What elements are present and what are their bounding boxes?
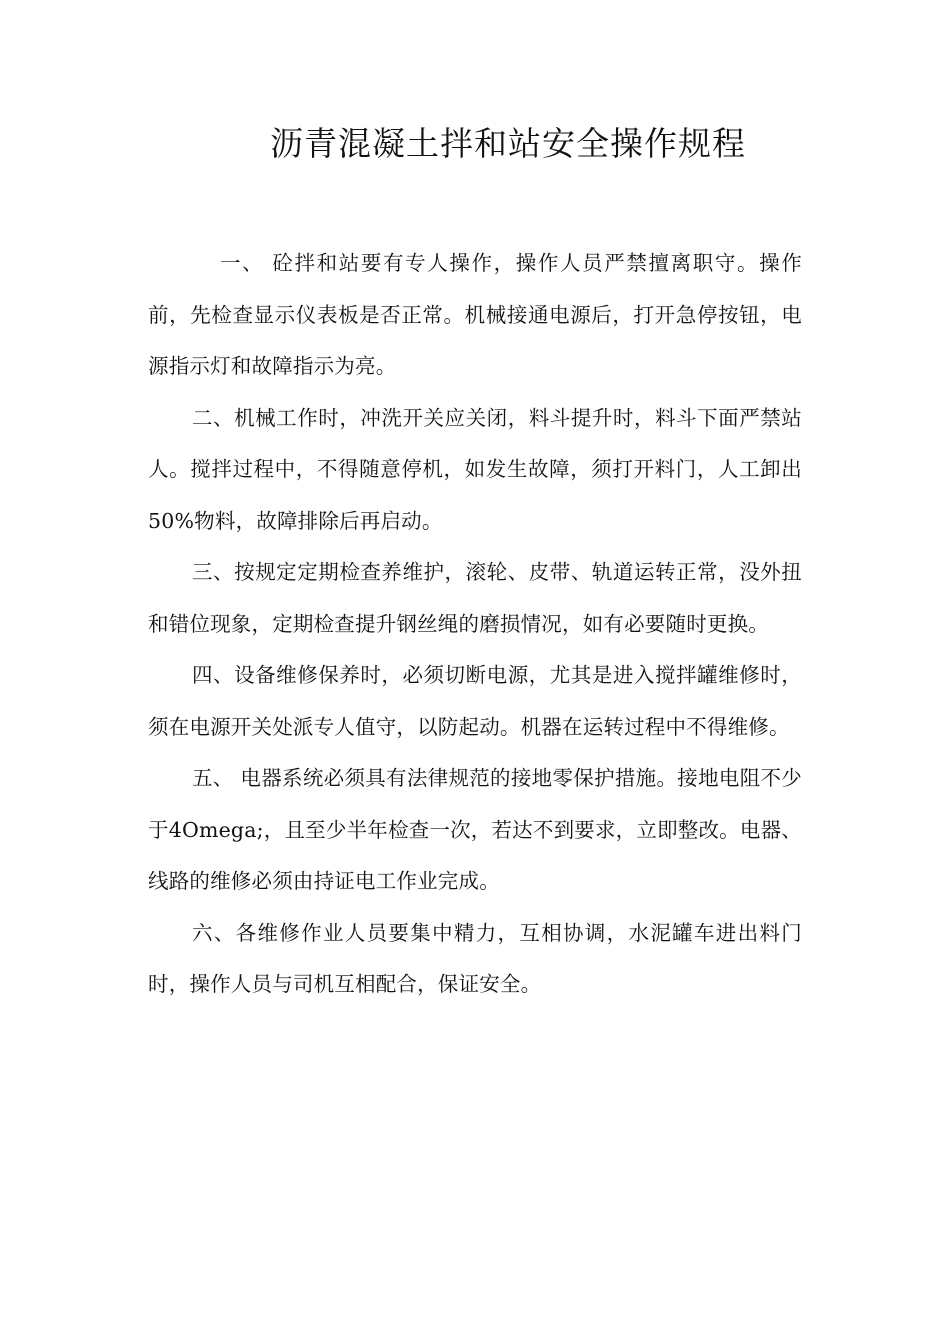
paragraph-3: 三、按规定定期检查养维护，滚轮、皮带、轨道运转正常，没外扭和错位现象，定期检查提升钢丝绳的磨损情况，如有必要随时更换。 bbox=[148, 560, 802, 636]
document-body bbox=[148, 238, 802, 1011]
paragraph-5: 五、 电器系统必须具有法律规范的接地零保护措施。接地电阻不少于4Omega;，且至少半年检查一次，若达不到要求，立即整改。电器、线路的维修必须由持证电工作业完成。 bbox=[148, 766, 802, 893]
paragraph-6: 六、各维修作业人员要集中精力，互相协调，水泥罐车进出料门时，操作人员与司机互相配合，保证安全。 bbox=[148, 920, 802, 996]
paragraph-2: 二、机械工作时，冲洗开关应关闭，料斗提升时，料斗下面严禁站人。搅拌过程中，不得随意停机，如发生故障，须打开料门，人工卸出50%物料，故障排除后再启动。 bbox=[148, 405, 802, 533]
document-title: 沥青混凝土拌和站安全操作规程 bbox=[270, 124, 746, 163]
paragraph-1: 一、 砼拌和站要有专人操作，操作人员严禁擅离职守。操作前，先检查显示仪表板是否正常。机械接通电源后，打开急停按钮，电源指示灯和故障指示为亮。 bbox=[148, 251, 802, 378]
paragraph-4: 四、设备维修保养时，必须切断电源，尤其是进入搅拌罐维修时，须在电源开关处派专人值守，以防起动。机器在运转过程中不得维修。 bbox=[148, 663, 802, 739]
